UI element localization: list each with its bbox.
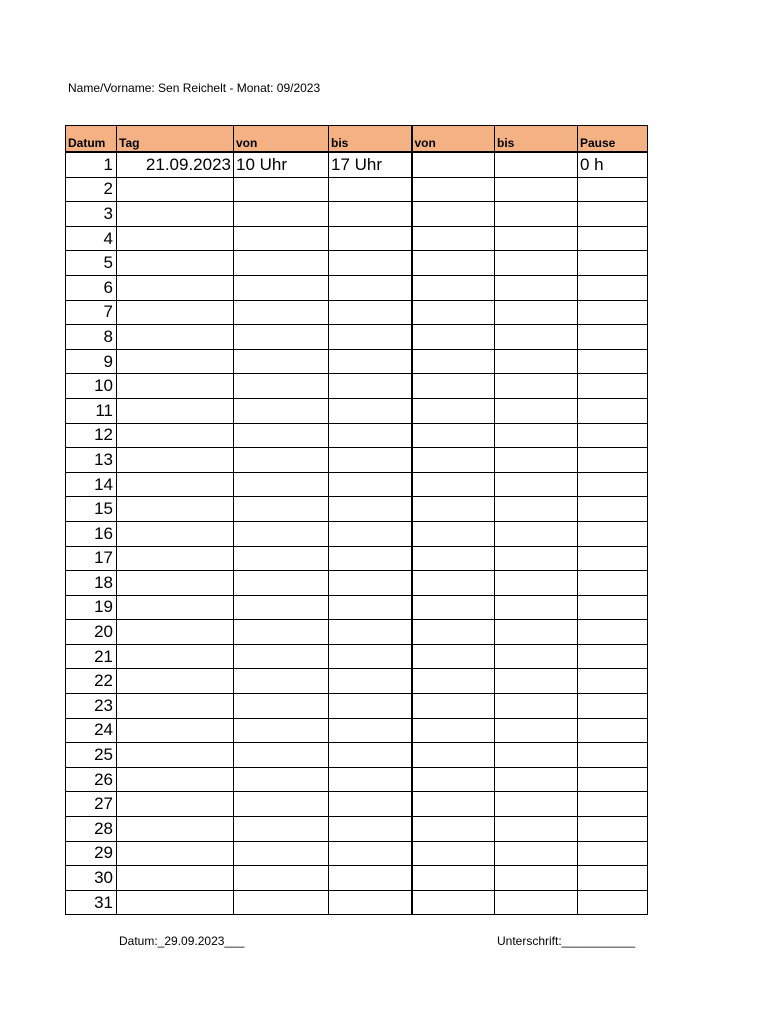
table-cell-von-2[interactable] [412, 472, 495, 497]
column-header-pause: Pause [578, 126, 648, 153]
table-cell-von-2[interactable] [412, 595, 495, 620]
table-row [66, 497, 648, 522]
table-cell-pause[interactable] [578, 521, 648, 546]
table-cell-pause[interactable] [578, 300, 648, 325]
table-cell-von-2[interactable] [412, 546, 495, 571]
table-cell-bis[interactable] [329, 669, 412, 694]
table-cell-bis[interactable] [329, 767, 412, 792]
table-cell-bis-2[interactable] [495, 718, 578, 743]
table-cell-tag[interactable]: 21.09.2023 [117, 152, 234, 177]
table-cell-tag[interactable] [117, 866, 234, 891]
table-cell-datum[interactable]: 7 [66, 300, 117, 325]
table-cell-datum[interactable]: 14 [66, 472, 117, 497]
table-cell-von[interactable] [234, 644, 329, 669]
table-cell-bis[interactable] [329, 497, 412, 522]
table-row [66, 644, 648, 669]
table-cell-bis-2[interactable] [495, 177, 578, 202]
table-row [66, 251, 648, 276]
table-cell-pause[interactable] [578, 275, 648, 300]
table-cell-von-2[interactable] [412, 817, 495, 842]
table-cell-bis[interactable] [329, 792, 412, 817]
table-cell-von[interactable] [234, 571, 329, 596]
table-cell-datum[interactable]: 8 [66, 325, 117, 350]
table-cell-von[interactable] [234, 300, 329, 325]
table-cell-von-2[interactable] [412, 177, 495, 202]
table-row [66, 300, 648, 325]
table-cell-von-2[interactable] [412, 497, 495, 522]
table-cell-pause[interactable] [578, 448, 648, 473]
table-row [66, 743, 648, 768]
table-cell-von[interactable] [234, 226, 329, 251]
table-cell-tag[interactable] [117, 300, 234, 325]
table-cell-bis[interactable] [329, 349, 412, 374]
table-cell-bis-2[interactable] [495, 620, 578, 645]
table-cell-von-2[interactable] [412, 226, 495, 251]
table-cell-bis-2[interactable] [495, 866, 578, 891]
table-cell-von[interactable] [234, 423, 329, 448]
table-cell-bis-2[interactable] [495, 472, 578, 497]
table-cell-von-2[interactable] [412, 300, 495, 325]
table-cell-tag[interactable] [117, 177, 234, 202]
table-cell-von[interactable] [234, 251, 329, 276]
table-cell-datum[interactable]: 29 [66, 841, 117, 866]
column-header-bis: bis [329, 126, 412, 153]
table-cell-von[interactable] [234, 177, 329, 202]
table-cell-datum[interactable]: 5 [66, 251, 117, 276]
table-row [66, 472, 648, 497]
table-cell-tag[interactable] [117, 817, 234, 842]
table-row [66, 718, 648, 743]
table-cell-datum[interactable]: 24 [66, 718, 117, 743]
table-cell-pause[interactable] [578, 866, 648, 891]
table-cell-bis-2[interactable] [495, 644, 578, 669]
table-cell-bis[interactable] [329, 595, 412, 620]
table-cell-tag[interactable] [117, 644, 234, 669]
table-cell-bis-2[interactable] [495, 448, 578, 473]
table-cell-von[interactable] [234, 841, 329, 866]
table-cell-tag[interactable] [117, 718, 234, 743]
table-cell-bis-2[interactable] [495, 226, 578, 251]
table-cell-datum[interactable]: 30 [66, 866, 117, 891]
table-cell-pause[interactable] [578, 694, 648, 719]
table-row [66, 694, 648, 719]
table-cell-bis-2[interactable] [495, 546, 578, 571]
table-cell-pause[interactable] [578, 423, 648, 448]
table-row [66, 792, 648, 817]
table-cell-pause[interactable] [578, 669, 648, 694]
table-row [66, 226, 648, 251]
table-cell-von[interactable] [234, 767, 329, 792]
table-cell-datum[interactable]: 16 [66, 521, 117, 546]
table-cell-tag[interactable] [117, 546, 234, 571]
table-row [66, 374, 648, 399]
table-cell-von[interactable] [234, 472, 329, 497]
table-cell-tag[interactable] [117, 595, 234, 620]
table-cell-tag[interactable] [117, 497, 234, 522]
table-cell-pause[interactable] [578, 743, 648, 768]
table-cell-bis-2[interactable] [495, 890, 578, 915]
table-row [66, 767, 648, 792]
table-cell-datum[interactable]: 22 [66, 669, 117, 694]
table-cell-von-2[interactable] [412, 325, 495, 350]
table-cell-datum[interactable]: 6 [66, 275, 117, 300]
table-cell-datum[interactable]: 3 [66, 202, 117, 227]
table-cell-pause[interactable] [578, 644, 648, 669]
table-cell-bis-2[interactable] [495, 300, 578, 325]
table-row [66, 620, 648, 645]
table-row [66, 448, 648, 473]
table-cell-pause[interactable] [578, 817, 648, 842]
table-cell-bis[interactable] [329, 423, 412, 448]
table-cell-von-2[interactable] [412, 743, 495, 768]
table-cell-pause[interactable] [578, 792, 648, 817]
table-cell-datum[interactable]: 13 [66, 448, 117, 473]
table-cell-von-2[interactable] [412, 890, 495, 915]
column-header-datum: Datum [66, 126, 117, 153]
table-row [66, 349, 648, 374]
table-cell-datum[interactable]: 25 [66, 743, 117, 768]
table-cell-von[interactable] [234, 398, 329, 423]
table-cell-von-2[interactable] [412, 448, 495, 473]
table-cell-tag[interactable] [117, 890, 234, 915]
table-cell-bis-2[interactable] [495, 349, 578, 374]
table-cell-von[interactable] [234, 620, 329, 645]
table-cell-von-2[interactable] [412, 669, 495, 694]
table-cell-bis-2[interactable] [495, 202, 578, 227]
document-header: Name/Vorname: Sen Reichelt - Monat: 09/2023 [68, 81, 321, 95]
table-cell-bis[interactable]: 17 Uhr [329, 152, 412, 177]
table-cell-datum[interactable]: 26 [66, 767, 117, 792]
table-cell-bis[interactable] [329, 275, 412, 300]
table-cell-bis-2[interactable] [495, 792, 578, 817]
table-cell-pause[interactable] [578, 497, 648, 522]
table-cell-datum[interactable]: 17 [66, 546, 117, 571]
table-cell-bis[interactable] [329, 251, 412, 276]
table-cell-tag[interactable] [117, 669, 234, 694]
table-cell-bis[interactable] [329, 226, 412, 251]
table-cell-pause[interactable] [578, 595, 648, 620]
table-cell-datum[interactable]: 12 [66, 423, 117, 448]
table-cell-tag[interactable] [117, 448, 234, 473]
table-cell-datum[interactable]: 23 [66, 694, 117, 719]
table-cell-von[interactable] [234, 817, 329, 842]
table-cell-von[interactable] [234, 595, 329, 620]
table-cell-von[interactable] [234, 669, 329, 694]
table-cell-bis-2[interactable] [495, 571, 578, 596]
table-cell-bis-2[interactable] [495, 398, 578, 423]
table-cell-bis-2[interactable] [495, 694, 578, 719]
table-row [66, 546, 648, 571]
table-cell-bis[interactable] [329, 521, 412, 546]
table-cell-von-2[interactable] [412, 644, 495, 669]
table-row [66, 202, 648, 227]
footer-date: Datum:_29.09.2023___ [119, 934, 245, 948]
table-cell-bis[interactable] [329, 325, 412, 350]
table-cell-von[interactable] [234, 866, 329, 891]
table-cell-tag[interactable] [117, 423, 234, 448]
table-cell-datum[interactable]: 20 [66, 620, 117, 645]
table-cell-tag[interactable] [117, 767, 234, 792]
table-cell-von[interactable] [234, 694, 329, 719]
table-cell-bis-2[interactable] [495, 497, 578, 522]
table-cell-von-2[interactable] [412, 423, 495, 448]
table-cell-von[interactable] [234, 374, 329, 399]
table-cell-pause[interactable] [578, 546, 648, 571]
table-body [66, 152, 648, 915]
table-cell-tag[interactable] [117, 325, 234, 350]
table-cell-von-2[interactable] [412, 275, 495, 300]
table-cell-bis[interactable] [329, 718, 412, 743]
table-cell-datum[interactable]: 15 [66, 497, 117, 522]
table-cell-von[interactable] [234, 275, 329, 300]
table-cell-tag[interactable] [117, 472, 234, 497]
table-cell-bis-2[interactable] [495, 251, 578, 276]
table-cell-bis-2[interactable] [495, 841, 578, 866]
table-row [66, 177, 648, 202]
table-cell-von-2[interactable] [412, 620, 495, 645]
table-cell-von[interactable] [234, 890, 329, 915]
table-cell-von-2[interactable] [412, 374, 495, 399]
table-cell-tag[interactable] [117, 398, 234, 423]
table-cell-bis[interactable] [329, 890, 412, 915]
table-cell-bis[interactable] [329, 202, 412, 227]
table-cell-pause[interactable] [578, 251, 648, 276]
table-cell-von-2[interactable] [412, 521, 495, 546]
table-cell-von[interactable] [234, 743, 329, 768]
table-cell-bis-2[interactable] [495, 325, 578, 350]
table-cell-bis[interactable] [329, 743, 412, 768]
table-cell-pause[interactable] [578, 202, 648, 227]
table-cell-von-2[interactable] [412, 398, 495, 423]
table-cell-pause[interactable] [578, 718, 648, 743]
table-cell-bis[interactable] [329, 817, 412, 842]
table-row [66, 890, 648, 915]
table-cell-tag[interactable] [117, 521, 234, 546]
table-cell-bis[interactable] [329, 841, 412, 866]
table-cell-von-2[interactable] [412, 349, 495, 374]
table-cell-bis[interactable] [329, 644, 412, 669]
table-row [66, 571, 648, 596]
table-cell-datum[interactable]: 31 [66, 890, 117, 915]
table-cell-tag[interactable] [117, 374, 234, 399]
table-cell-bis-2[interactable] [495, 152, 578, 177]
table-row [66, 325, 648, 350]
table-cell-bis-2[interactable] [495, 423, 578, 448]
table-cell-tag[interactable] [117, 251, 234, 276]
table-cell-bis-2[interactable] [495, 275, 578, 300]
table-row [66, 423, 648, 448]
table-cell-bis-2[interactable] [495, 374, 578, 399]
column-header-bis-2: bis [495, 126, 578, 153]
table-cell-tag[interactable] [117, 620, 234, 645]
table-cell-tag[interactable] [117, 202, 234, 227]
table-cell-datum[interactable]: 21 [66, 644, 117, 669]
table-cell-tag[interactable] [117, 226, 234, 251]
table-cell-datum[interactable]: 10 [66, 374, 117, 399]
table-row [66, 669, 648, 694]
table-cell-von-2[interactable] [412, 841, 495, 866]
table-cell-tag[interactable] [117, 792, 234, 817]
table-cell-von-2[interactable] [412, 202, 495, 227]
table-cell-pause[interactable] [578, 177, 648, 202]
table-cell-pause[interactable] [578, 374, 648, 399]
table-cell-von[interactable] [234, 521, 329, 546]
table-row [66, 817, 648, 842]
table-cell-bis[interactable] [329, 546, 412, 571]
table-cell-bis[interactable] [329, 398, 412, 423]
table-cell-von-2[interactable] [412, 571, 495, 596]
table-cell-von-2[interactable] [412, 767, 495, 792]
column-header-von: von [234, 126, 329, 153]
table-cell-pause[interactable]: 0 h [578, 152, 648, 177]
table-cell-von[interactable] [234, 202, 329, 227]
table-row [66, 595, 648, 620]
table-row [66, 275, 648, 300]
table-cell-pause[interactable] [578, 890, 648, 915]
table-cell-tag[interactable] [117, 743, 234, 768]
table-row [66, 398, 648, 423]
table-cell-bis-2[interactable] [495, 767, 578, 792]
table-row [66, 841, 648, 866]
table-cell-datum[interactable]: 9 [66, 349, 117, 374]
table-cell-tag[interactable] [117, 275, 234, 300]
table-row [66, 521, 648, 546]
table-cell-pause[interactable] [578, 767, 648, 792]
table-cell-von-2[interactable] [412, 152, 495, 177]
table-cell-von-2[interactable] [412, 718, 495, 743]
table-cell-pause[interactable] [578, 472, 648, 497]
table-cell-pause[interactable] [578, 226, 648, 251]
table-cell-von[interactable] [234, 718, 329, 743]
table-cell-bis-2[interactable] [495, 669, 578, 694]
table-cell-bis[interactable] [329, 177, 412, 202]
table-cell-von-2[interactable] [412, 694, 495, 719]
table-row [66, 152, 648, 177]
table-cell-von[interactable] [234, 448, 329, 473]
table-cell-pause[interactable] [578, 841, 648, 866]
table-row [66, 866, 648, 891]
table-cell-datum[interactable]: 18 [66, 571, 117, 596]
table-cell-pause[interactable] [578, 571, 648, 596]
table-cell-bis-2[interactable] [495, 743, 578, 768]
table-cell-bis-2[interactable] [495, 595, 578, 620]
table-header-row [66, 126, 648, 153]
table-cell-pause[interactable] [578, 620, 648, 645]
table-cell-tag[interactable] [117, 841, 234, 866]
table-cell-bis[interactable] [329, 448, 412, 473]
table-cell-von[interactable] [234, 349, 329, 374]
timesheet-table [65, 125, 648, 915]
table-cell-datum[interactable]: 1 [66, 152, 117, 177]
table-cell-tag[interactable] [117, 571, 234, 596]
table-cell-von[interactable] [234, 497, 329, 522]
table-cell-von-2[interactable] [412, 251, 495, 276]
table-cell-bis[interactable] [329, 866, 412, 891]
table-cell-von-2[interactable] [412, 866, 495, 891]
table-cell-bis[interactable] [329, 694, 412, 719]
table-cell-tag[interactable] [117, 694, 234, 719]
table-cell-datum[interactable]: 19 [66, 595, 117, 620]
table-cell-bis[interactable] [329, 374, 412, 399]
table-cell-bis[interactable] [329, 571, 412, 596]
table-cell-datum[interactable]: 28 [66, 817, 117, 842]
table-cell-bis-2[interactable] [495, 817, 578, 842]
table-cell-von[interactable] [234, 546, 329, 571]
table-cell-datum[interactable]: 27 [66, 792, 117, 817]
table-cell-datum[interactable]: 11 [66, 398, 117, 423]
table-cell-bis[interactable] [329, 620, 412, 645]
table-cell-bis[interactable] [329, 472, 412, 497]
table-cell-bis-2[interactable] [495, 521, 578, 546]
table-cell-tag[interactable] [117, 349, 234, 374]
table-cell-datum[interactable]: 2 [66, 177, 117, 202]
table-cell-von-2[interactable] [412, 792, 495, 817]
column-header-von-2: von [412, 126, 495, 153]
table-cell-pause[interactable] [578, 398, 648, 423]
column-header-tag: Tag [117, 126, 234, 153]
table-cell-von[interactable] [234, 325, 329, 350]
footer-signature: Unterschrift:___________ [497, 934, 636, 948]
table-cell-von[interactable]: 10 Uhr [234, 152, 329, 177]
table-cell-von[interactable] [234, 792, 329, 817]
table-cell-datum[interactable]: 4 [66, 226, 117, 251]
table-cell-pause[interactable] [578, 325, 648, 350]
table-cell-pause[interactable] [578, 349, 648, 374]
table-cell-bis[interactable] [329, 300, 412, 325]
